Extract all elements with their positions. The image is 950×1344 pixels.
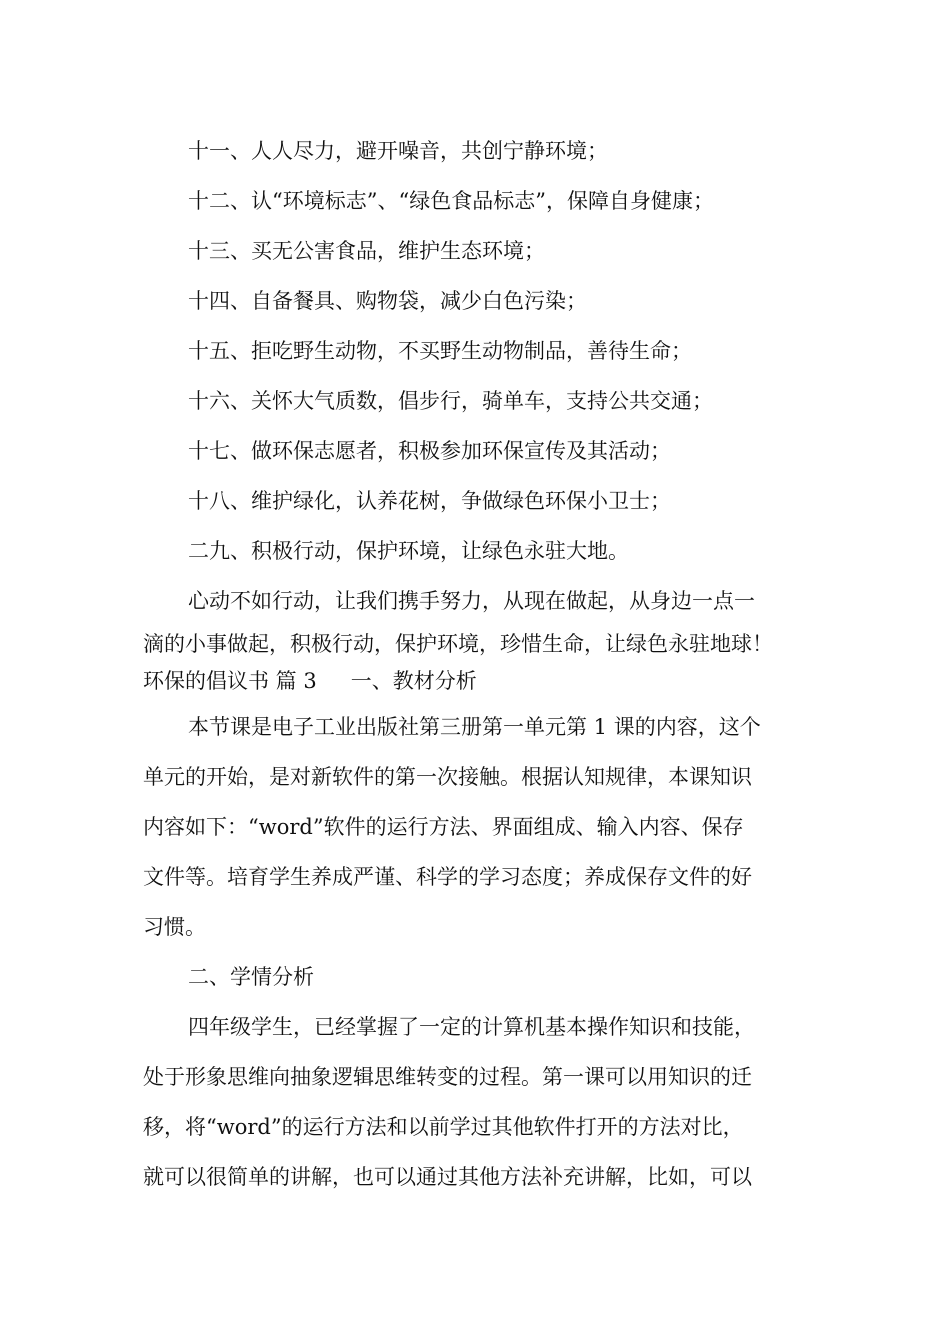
list-item: 十三、买无公害食品，维护生态环境； — [188, 239, 545, 263]
closing-paragraph — [143, 576, 809, 663]
list-item: 十四、自备餐具、购物袋，减少白色污染； — [188, 289, 587, 313]
section-subheading: 一、教材分析 — [350, 669, 477, 693]
learner-analysis-heading: 二、学情分析 — [188, 965, 314, 989]
paragraph-line: 单元的开始，是对新软件的第一次接触。根据认知规律，本课知识 — [143, 765, 752, 789]
paragraph-line: 文件等。培育学生养成严谨、科学的学习态度；养成保存文件的好 — [143, 865, 752, 889]
list-item: 十六、关怀大气质数，倡步行，骑单车，支持公共交通； — [188, 389, 713, 413]
list-item: 十二、认“环境标志”、“绿色食品标志”，保障自身健康； — [188, 189, 714, 213]
pledge-list — [143, 126, 809, 576]
paragraph-line: 处于形象思维向抽象逻辑思维转变的过程。第一课可以用知识的迁 — [143, 1065, 752, 1089]
list-item: 十七、做环保志愿者，积极参加环保宣传及其活动； — [188, 439, 671, 463]
paragraph-line: 内容如下：“word”软件的运行方法、界面组成、输入内容、保存 — [143, 815, 744, 839]
paragraph-line: 心动不如行动，让我们携手努力，从现在做起，从身边一点一 — [188, 589, 755, 613]
paragraph-line: 滴的小事做起，积极行动，保护环境，珍惜生命，让绿色永驻地球！ — [143, 632, 773, 656]
list-item: 十一、人人尽力，避开噪音，共创宁静环境； — [188, 139, 608, 163]
list-item: 十八、维护绿化，认养花树，争做绿色环保小卫士； — [188, 489, 671, 513]
list-item: 十五、拒吃野生动物，不买野生动物制品，善待生命； — [188, 339, 692, 363]
paragraph-line: 四年级学生，已经掌握了一定的计算机基本操作知识和技能， — [188, 1015, 755, 1039]
paragraph-line: 就可以很简单的讲解，也可以通过其他方法补充讲解，比如，可以 — [143, 1165, 752, 1189]
section-title — [143, 663, 809, 700]
paragraph-line: 习惯。 — [143, 915, 206, 939]
document-page — [143, 126, 809, 1202]
paragraph-line: 本节课是电子工业出版社第三册第一单元第 1 课的内容，这个 — [188, 715, 761, 739]
section-title-text: 环保的倡议书 篇 3 — [143, 669, 317, 693]
list-item: 二九、积极行动，保护环境，让绿色永驻大地。 — [188, 539, 629, 563]
learner-analysis-paragraph — [143, 1002, 809, 1202]
paragraph-line: 移，将“word”的运行方法和以前学过其他软件打开的方法对比， — [143, 1115, 744, 1139]
material-analysis-paragraph — [143, 702, 809, 952]
